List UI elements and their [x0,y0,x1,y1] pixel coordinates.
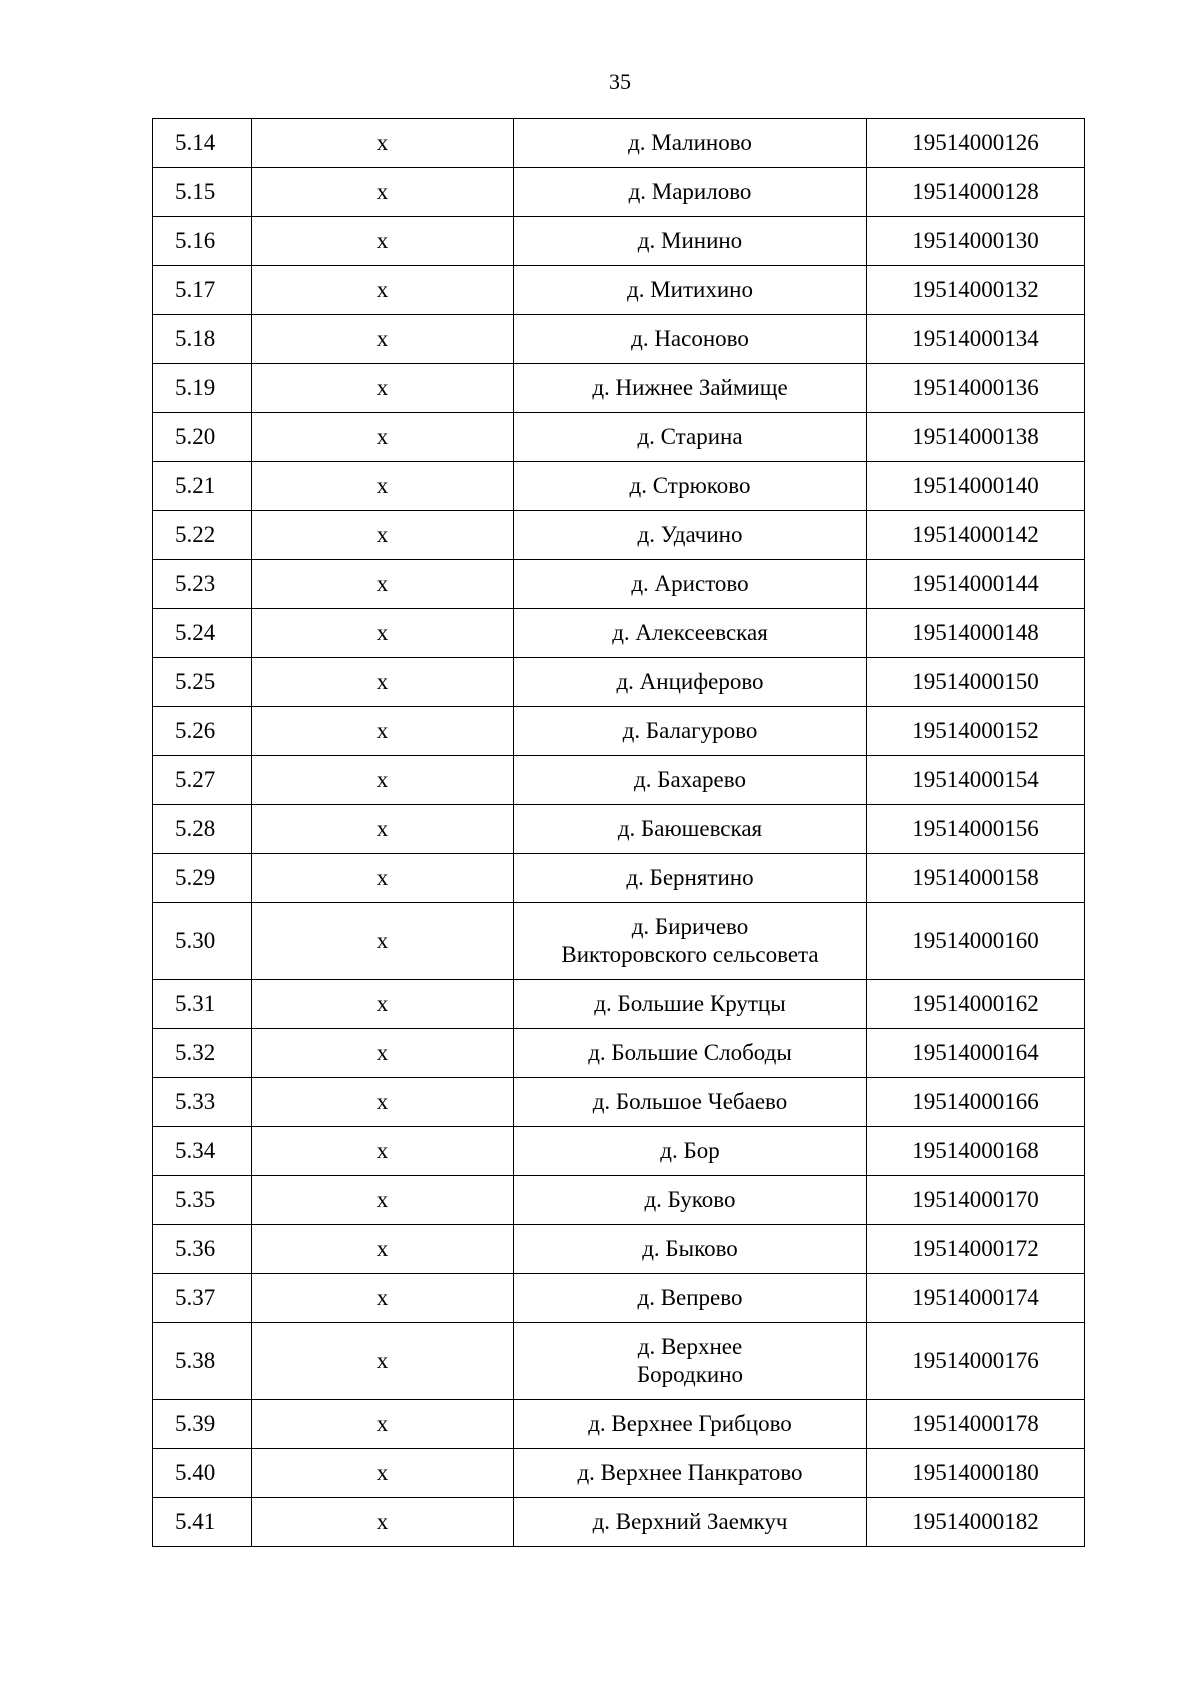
table-row [153,1225,1085,1274]
settlement-name-line: д. Стрюково [629,473,751,498]
row-number-cell: 5.18 [153,315,252,364]
settlement-name-cell [514,805,867,854]
mark-cell: х [252,560,514,609]
table-row [153,462,1085,511]
mark-cell: х [252,1225,514,1274]
table-row [153,609,1085,658]
mark-cell: х [252,1274,514,1323]
settlement-name-line: д. Верхнее Панкратово [577,1460,803,1485]
mark-cell: х [252,462,514,511]
row-number-cell: 5.27 [153,756,252,805]
row-number-cell: 5.40 [153,1449,252,1498]
table-row [153,1498,1085,1547]
settlement-name-line: д. Бор [660,1138,720,1163]
mark-cell: х [252,315,514,364]
settlement-name-line: д. Бахарево [634,767,746,792]
settlement-name-line: д. Митихино [627,277,753,302]
settlement-name-cell [514,756,867,805]
table-row [153,217,1085,266]
oktmo-code-cell: 19514000166 [867,1078,1085,1127]
settlement-name-line: д. Верхний Заемкуч [592,1509,788,1534]
settlement-name-cell [514,1274,867,1323]
settlement-name-cell [514,1127,867,1176]
oktmo-code-cell: 19514000180 [867,1449,1085,1498]
table-row [153,511,1085,560]
row-number-cell: 5.29 [153,854,252,903]
oktmo-code-cell: 19514000150 [867,658,1085,707]
row-number-cell: 5.35 [153,1176,252,1225]
mark-cell: х [252,1449,514,1498]
oktmo-code-cell: 19514000164 [867,1029,1085,1078]
settlement-name-cell [514,1029,867,1078]
settlement-name-cell [514,364,867,413]
row-number-cell: 5.38 [153,1323,252,1400]
settlement-name-line: д. Вепрево [637,1285,743,1310]
settlement-name-line: д. Алексеевская [612,620,768,645]
settlement-name-cell [514,1078,867,1127]
mark-cell: х [252,1078,514,1127]
table-row [153,756,1085,805]
mark-cell: х [252,1127,514,1176]
mark-cell: х [252,980,514,1029]
mark-cell: х [252,609,514,658]
table-row [153,1449,1085,1498]
row-number-cell: 5.32 [153,1029,252,1078]
mark-cell: х [252,1029,514,1078]
row-number-cell: 5.24 [153,609,252,658]
row-number-cell: 5.14 [153,119,252,168]
settlement-name-cell [514,1400,867,1449]
settlement-name-cell [514,413,867,462]
row-number-cell: 5.25 [153,658,252,707]
settlement-name-cell [514,1323,867,1400]
oktmo-code-cell: 19514000128 [867,168,1085,217]
table-row [153,707,1085,756]
mark-cell: х [252,217,514,266]
table-row [153,1176,1085,1225]
settlement-name-cell [514,168,867,217]
settlement-name-line: д. Нижнее Займище [592,375,788,400]
mark-cell: х [252,756,514,805]
settlement-name-cell [514,707,867,756]
row-number-cell: 5.31 [153,980,252,1029]
mark-cell: х [252,511,514,560]
table-row [153,266,1085,315]
mark-cell: х [252,168,514,217]
oktmo-code-cell: 19514000174 [867,1274,1085,1323]
settlement-name-cell [514,315,867,364]
settlement-name-line: д. Минино [637,228,743,253]
row-number-cell: 5.19 [153,364,252,413]
row-number-cell: 5.34 [153,1127,252,1176]
table-row [153,805,1085,854]
table-row [153,980,1085,1029]
table-row [153,119,1085,168]
row-number-cell: 5.28 [153,805,252,854]
settlement-name-line: д. Удачино [637,522,743,547]
mark-cell: х [252,854,514,903]
oktmo-code-cell: 19514000154 [867,756,1085,805]
oktmo-code-cell: 19514000158 [867,854,1085,903]
oktmo-code-cell: 19514000156 [867,805,1085,854]
settlement-name-cell [514,217,867,266]
row-number-cell: 5.39 [153,1400,252,1449]
settlement-name-line: д. Марилово [628,179,752,204]
mark-cell: х [252,1498,514,1547]
row-number-cell: 5.37 [153,1274,252,1323]
mark-cell: х [252,805,514,854]
mark-cell: х [252,413,514,462]
table-row [153,854,1085,903]
settlement-name-line: д. Большое Чебаево [592,1089,788,1114]
settlement-name-cell [514,1176,867,1225]
mark-cell: х [252,266,514,315]
settlement-name-cell [514,658,867,707]
settlement-name-cell [514,1449,867,1498]
row-number-cell: 5.21 [153,462,252,511]
row-number-cell: 5.30 [153,903,252,980]
page-number: 35 [609,69,631,94]
settlement-name-cell [514,980,867,1029]
oktmo-code-cell: 19514000176 [867,1323,1085,1400]
settlement-name-line: д. Верхнее Грибцово [588,1411,792,1436]
mark-cell: х [252,903,514,980]
table-row [153,1323,1085,1400]
oktmo-code-cell: 19514000168 [867,1127,1085,1176]
mark-cell: х [252,1400,514,1449]
settlement-name-line: д. Насоново [631,326,749,351]
settlement-name-cell [514,119,867,168]
mark-cell: х [252,707,514,756]
row-number-cell: 5.17 [153,266,252,315]
settlement-name-cell [514,609,867,658]
settlement-name-cell [514,854,867,903]
settlement-name-line: д. Аристово [631,571,749,596]
row-number-cell: 5.41 [153,1498,252,1547]
settlement-name-line: д. Бернятино [626,865,754,890]
settlement-name-line: Бородкино [636,1362,744,1387]
settlement-name-cell [514,511,867,560]
mark-cell: х [252,658,514,707]
oktmo-code-cell: 19514000152 [867,707,1085,756]
oktmo-code-cell: 19514000144 [867,560,1085,609]
row-number-cell: 5.20 [153,413,252,462]
row-number-cell: 5.22 [153,511,252,560]
settlements-table [152,118,1085,1547]
table-row [153,413,1085,462]
settlement-name-line: д. Старина [637,424,743,449]
settlement-name-line: д. Биричево [631,914,749,939]
mark-cell: х [252,119,514,168]
row-number-cell: 5.16 [153,217,252,266]
oktmo-code-cell: 19514000138 [867,413,1085,462]
settlement-name-line: д. Большие Крутцы [594,991,786,1016]
oktmo-code-cell: 19514000182 [867,1498,1085,1547]
settlement-name-cell [514,462,867,511]
settlement-name-line: д. Анциферово [616,669,764,694]
oktmo-code-cell: 19514000130 [867,217,1085,266]
settlement-name-line: д. Баюшевская [617,816,763,841]
settlement-name-line: д. Большие Слободы [588,1040,792,1065]
table-body [153,119,1085,1547]
row-number-cell: 5.23 [153,560,252,609]
oktmo-code-cell: 19514000172 [867,1225,1085,1274]
settlement-name-line: д. Буково [644,1187,736,1212]
oktmo-code-cell: 19514000170 [867,1176,1085,1225]
settlement-name-cell [514,1225,867,1274]
table-row [153,903,1085,980]
oktmo-code-cell: 19514000134 [867,315,1085,364]
settlement-name-line: д. Быково [642,1236,738,1261]
settlement-name-cell [514,903,867,980]
oktmo-code-cell: 19514000132 [867,266,1085,315]
mark-cell: х [252,1323,514,1400]
table-row [153,1078,1085,1127]
table-row [153,658,1085,707]
oktmo-code-cell: 19514000160 [867,903,1085,980]
oktmo-code-cell: 19514000140 [867,462,1085,511]
oktmo-code-cell: 19514000148 [867,609,1085,658]
table-row [153,1274,1085,1323]
table-row [153,1400,1085,1449]
table-row [153,364,1085,413]
oktmo-code-cell: 19514000126 [867,119,1085,168]
settlement-name-line: Викторовского сельсовета [561,942,819,967]
row-number-cell: 5.36 [153,1225,252,1274]
oktmo-code-cell: 19514000162 [867,980,1085,1029]
table-row [153,1127,1085,1176]
table-row [153,168,1085,217]
oktmo-code-cell: 19514000142 [867,511,1085,560]
settlement-name-cell [514,560,867,609]
table-row [153,560,1085,609]
settlement-name-line: д. Малиново [628,130,752,155]
row-number-cell: 5.26 [153,707,252,756]
row-number-cell: 5.33 [153,1078,252,1127]
oktmo-code-cell: 19514000136 [867,364,1085,413]
settlement-name-cell [514,1498,867,1547]
settlement-name-line: д. Балагурово [622,718,758,743]
settlement-name-line: д. Верхнее [637,1334,743,1359]
oktmo-code-cell: 19514000178 [867,1400,1085,1449]
settlement-name-cell [514,266,867,315]
table-row [153,315,1085,364]
mark-cell: х [252,1176,514,1225]
table-row [153,1029,1085,1078]
row-number-cell: 5.15 [153,168,252,217]
mark-cell: х [252,364,514,413]
